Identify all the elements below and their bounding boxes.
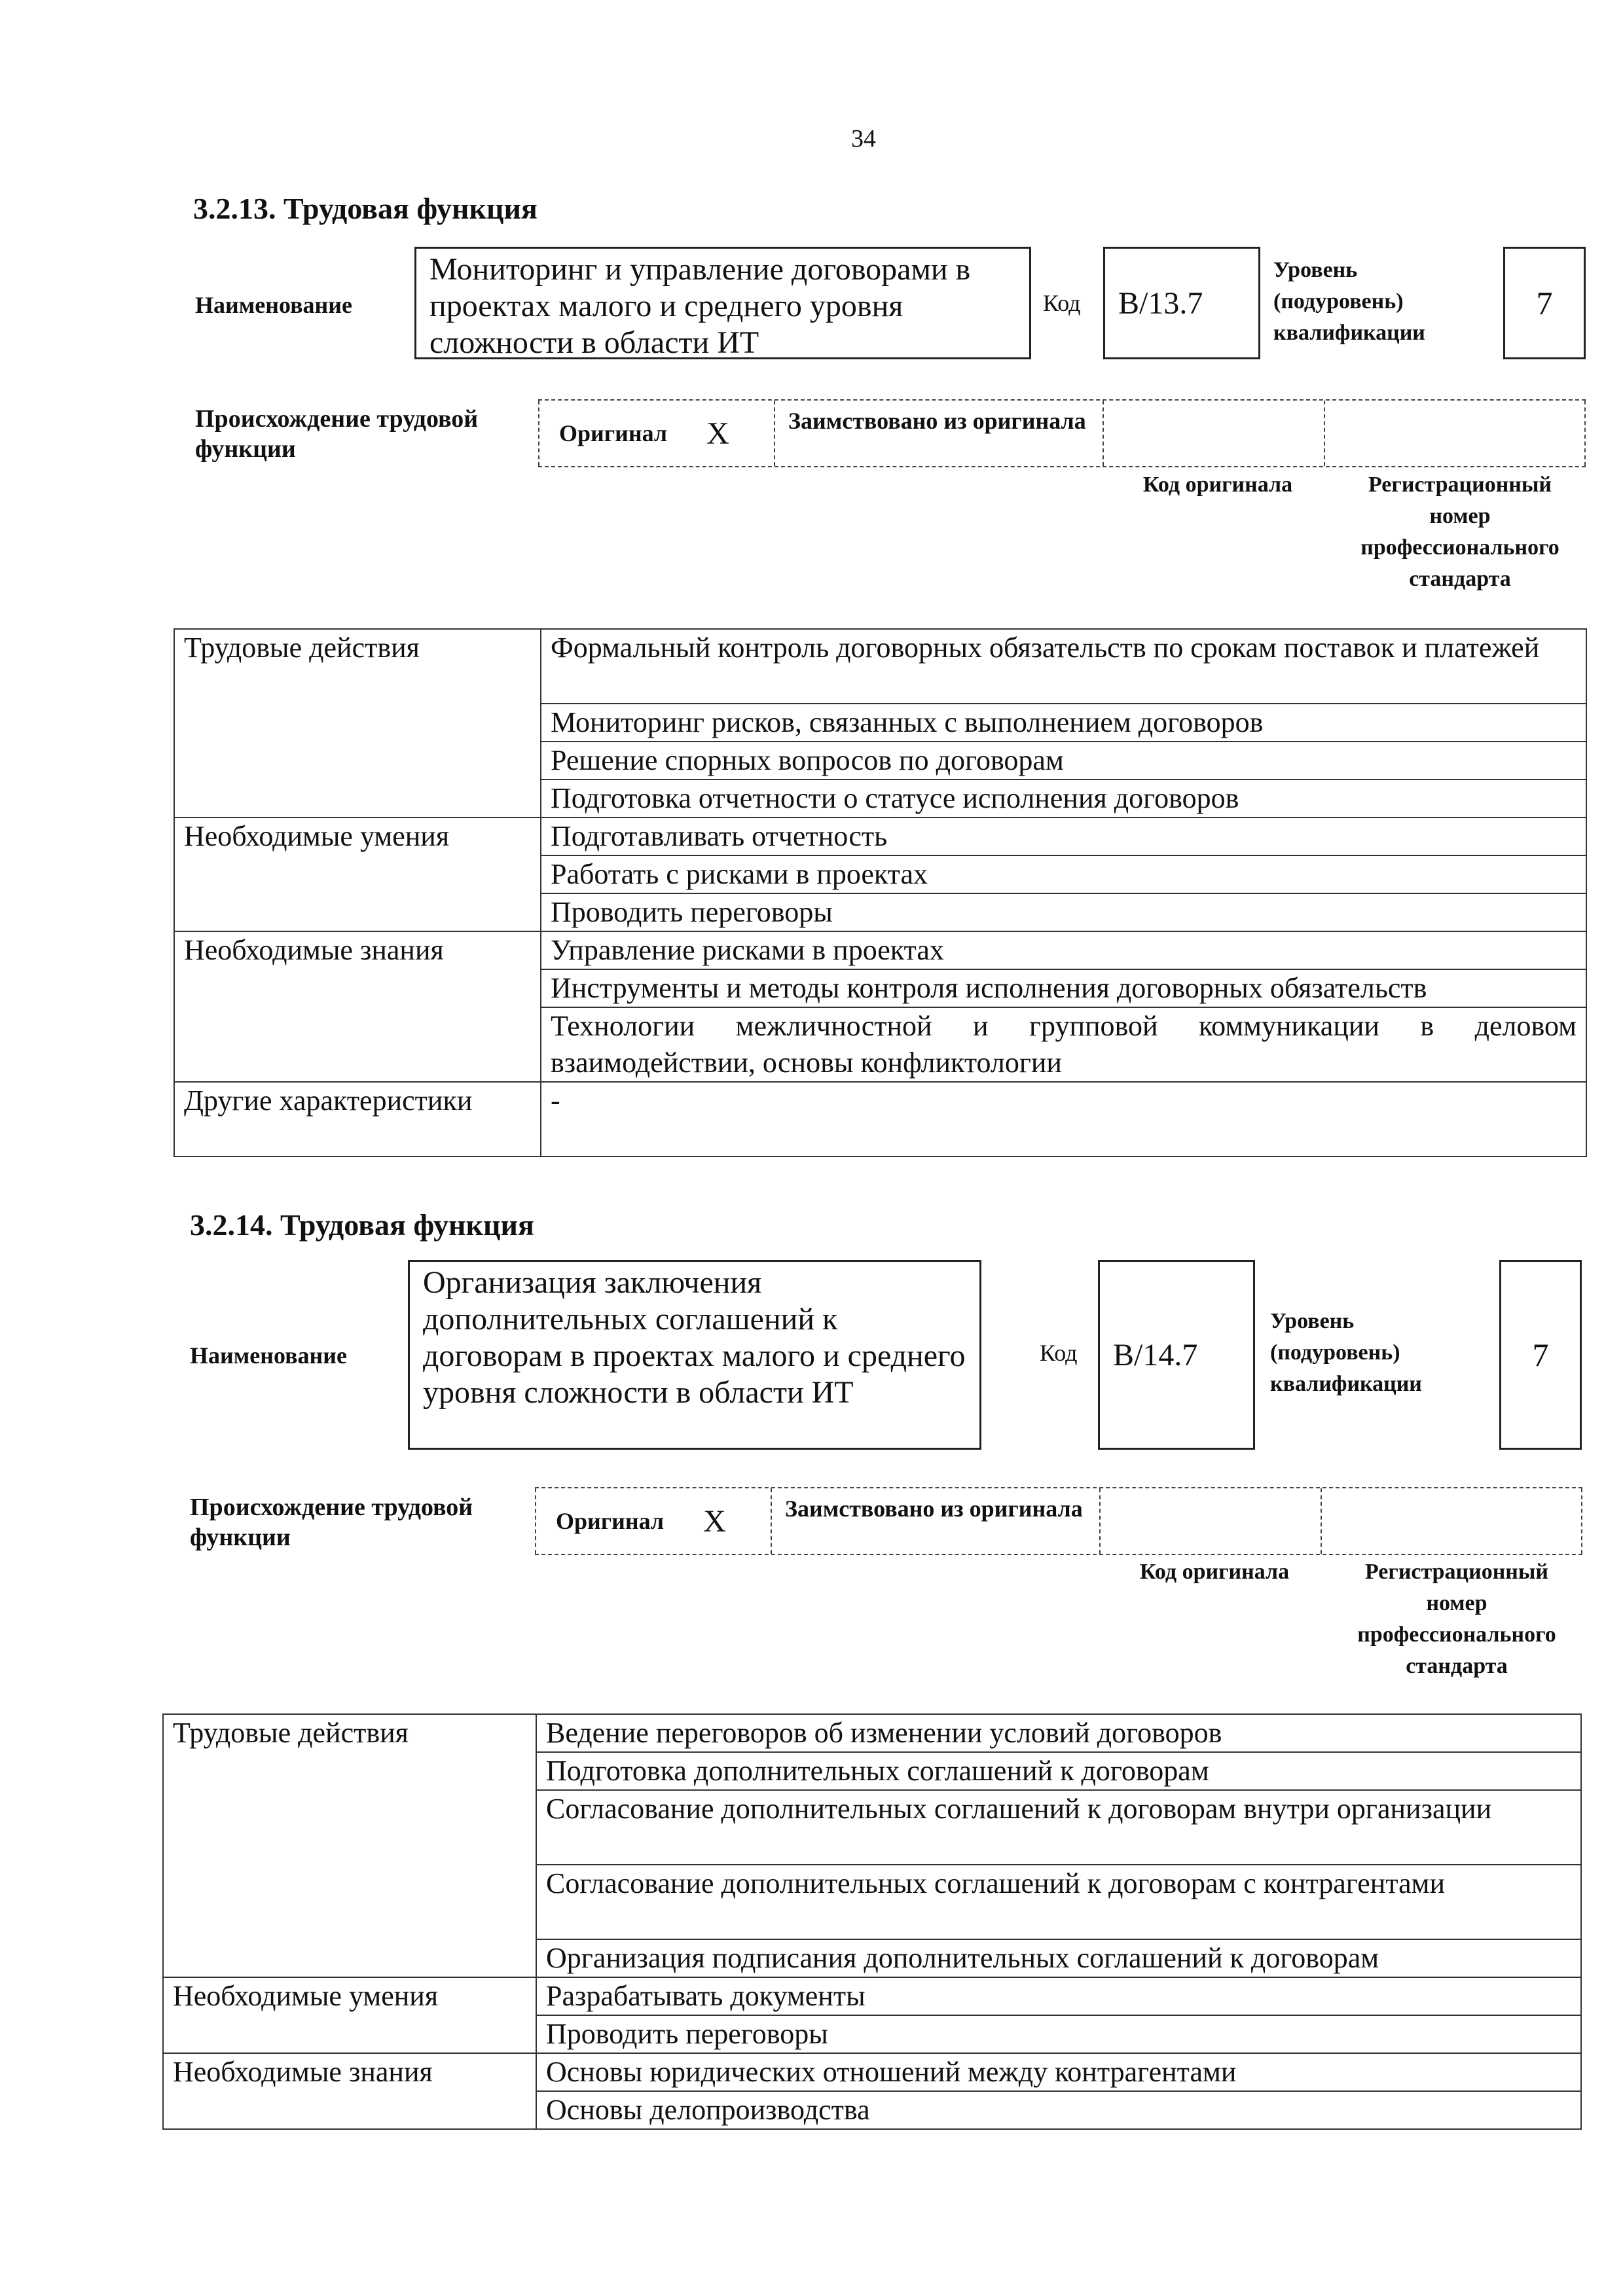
reg-number-label: Регистрационный номер профессионального стандарта [1360,473,1559,591]
item-cell: Работать с рисками в проектах [541,855,1586,893]
original-cell [538,401,774,466]
function-name-box: Организация заключения дополнительных соглашений к договорам в проектах малого и среднего уровня сложности в области ИТ [408,1260,981,1450]
page-number: 34 [851,125,876,152]
original-code-label: Код оригинала [1139,1560,1290,1584]
table-row [163,2053,1581,2091]
table-row [163,1714,1581,1752]
level-label: Уровень (подуровень) квалификации [1270,1309,1422,1396]
item-cell: Проводить переговоры [536,2015,1581,2053]
category-cell: Трудовые действия [174,629,541,817]
level-box: 7 [1499,1260,1582,1450]
item-cell: Подготовка дополнительных соглашений к договорам [536,1752,1581,1790]
code-box: В/14.7 [1098,1260,1255,1450]
borrowed-cell [774,401,1103,466]
category-cell: Необходимые умения [174,817,541,931]
section-title: 3.2.14. Трудовая функция [190,1208,534,1242]
borrowed-cell [771,1488,1099,1554]
function-name-box: Мониторинг и управление договорами в проектах малого и среднего уровня сложности в области ИТ [414,247,1031,359]
item-cell: Проводить переговоры [541,893,1586,931]
table-row [174,1082,1586,1157]
code-label: Код [1040,1340,1078,1366]
name-label: Наименование [195,292,352,318]
name-label: Наименование [190,1342,347,1369]
origin-row [538,399,1586,467]
code-box: В/13.7 [1103,247,1260,359]
original-mark: X [706,416,729,451]
origin-label: Происхождение трудовой функции [195,405,479,463]
table-row [174,629,1586,704]
function-table-1 [173,628,1587,1157]
origin-label: Происхождение трудовой функции [190,1494,473,1551]
table-row [174,817,1586,855]
item-cell: Основы делопроизводства [536,2091,1581,2129]
reg-number-cell [1321,1488,1582,1554]
original-label: Оригинал [559,420,668,446]
category-cell: Необходимые знания [174,931,541,1082]
original-code-cell [1099,1488,1321,1554]
level-label: Уровень (подуровень) квалификации [1273,258,1425,345]
code-label: Код [1043,290,1081,316]
category-cell: Другие характеристики [174,1082,541,1157]
item-cell: Разрабатывать документы [536,1977,1581,2015]
function-table-2 [162,1713,1582,2130]
origin-row [535,1487,1582,1555]
original-label: Оригинал [556,1508,665,1534]
item-cell: Решение спорных вопросов по договорам [541,742,1586,780]
reg-number-cell [1324,401,1586,466]
item-cell: Ведение переговоров об изменении условий договоров [536,1714,1581,1752]
item-cell: Формальный контроль договорных обязательств по срокам поставок и платежей [541,629,1586,704]
borrowed-label: Заимствовано из оригинала [785,1496,1083,1522]
item-cell: Инструменты и методы контроля исполнения договорных обязательств [541,969,1586,1007]
item-cell: Подготовка отчетности о статусе исполнения договоров [541,780,1586,817]
reg-number-label: Регистрационный номер профессионального стандарта [1357,1560,1556,1678]
item-cell: Согласование дополнительных соглашений к договорам с контрагентами [536,1865,1581,1939]
category-cell: Трудовые действия [163,1714,536,1977]
item-cell: Управление рисками в проектах [541,931,1586,969]
original-cell [535,1488,771,1554]
section-title: 3.2.13. Трудовая функция [193,192,538,225]
item-cell: Технологии межличностной и групповой коммуникации в деловом взаимодействии, основы конфликтологии [541,1007,1586,1082]
original-code-cell [1103,401,1324,466]
level-box: 7 [1503,247,1586,359]
category-cell: Необходимые умения [163,1977,536,2053]
borrowed-label: Заимствовано из оригинала [788,408,1086,434]
item-cell: Согласование дополнительных соглашений к договорам внутри организации [536,1790,1581,1865]
item-cell: Основы юридических отношений между контрагентами [536,2053,1581,2091]
item-cell: Мониторинг рисков, связанных с выполнением договоров [541,704,1586,742]
original-mark: X [703,1503,726,1539]
original-code-label: Код оригинала [1142,473,1293,497]
table-row [163,1977,1581,2015]
item-cell: Подготавливать отчетность [541,817,1586,855]
item-cell: - [541,1082,1586,1157]
category-cell: Необходимые знания [163,2053,536,2129]
item-cell: Организация подписания дополнительных соглашений к договорам [536,1939,1581,1977]
table-row [174,931,1586,969]
